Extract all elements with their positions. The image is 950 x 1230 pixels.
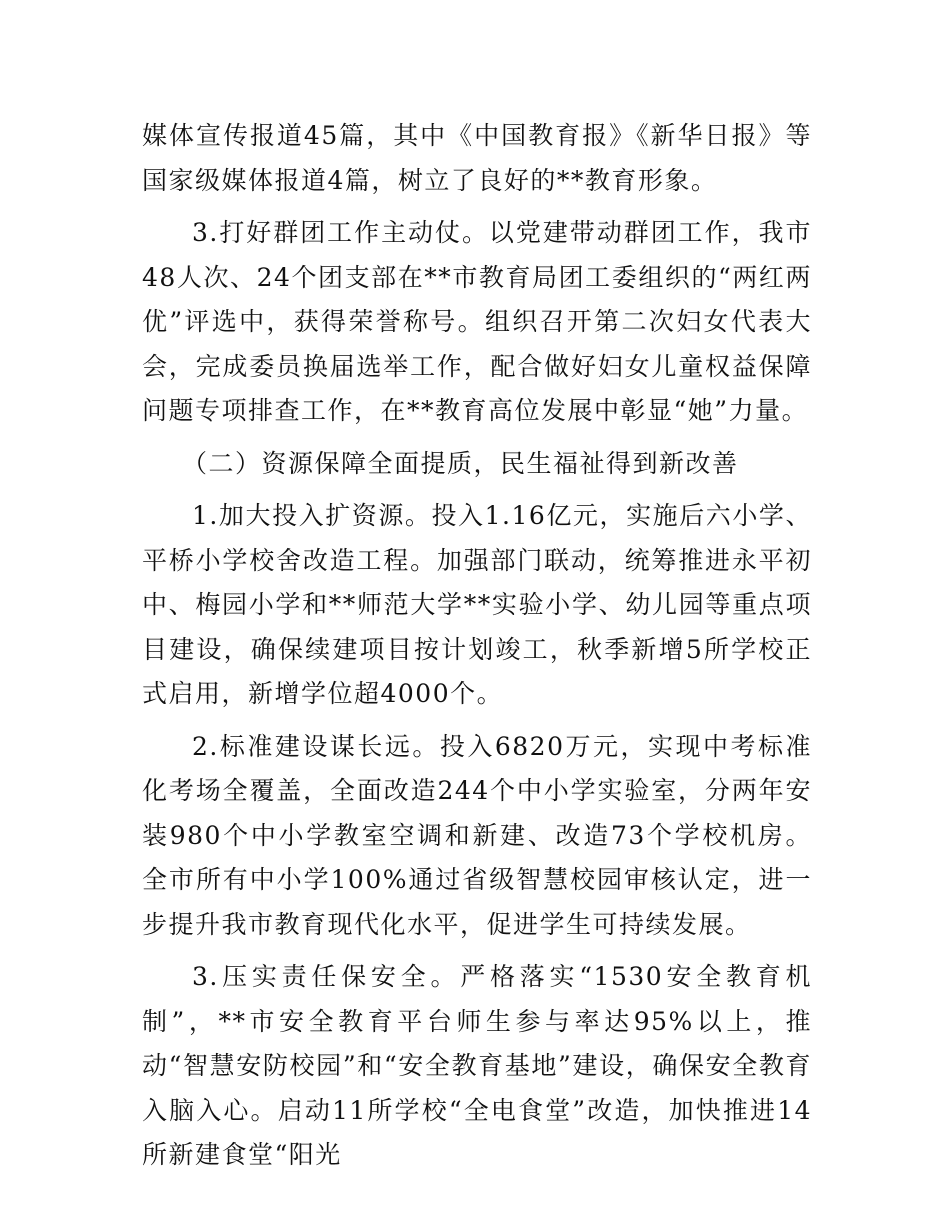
paragraph-mass-organizations: 3.打好群团工作主动仗。以党建带动群团工作，我市48人次、24个团支部在**市教育局团工委组织的“两红两优”评选中，获得荣誉称号。组织召开第二次妇女代表大会，完成委员换届选举工作，配合做好妇女儿童权益保障问题专项排查工作，在**教育高位发展中彰显“她”力量。 bbox=[142, 218, 812, 425]
paragraph-expand-resources: 1.加大投入扩资源。投入1.16亿元，实施后六小学、平桥小学校舍改造工程。加强部门联动，统筹推进永平初中、梅园小学和**师范大学**实验小学、幼儿园等重点项目建设，确保续建项目按计划竣工，秋季新增5所学校正式启用，新增学位超4000个。 bbox=[142, 501, 812, 708]
section-heading-resource-guarantee: （二）资源保障全面提质，民生福祉得到新改善 bbox=[182, 448, 739, 478]
paragraph-safety-responsibility: 3.压实责任保安全。严格落实“1530安全教育机制”，**市安全教育平台师生参与率达95%以上，推动“智慧安防校园”和“安全教育基地”建设，确保安全教育入脑入心。启动11所学校“全电食堂”改造，加快推进14所新建食堂“阳光 bbox=[142, 962, 812, 1169]
paragraph-media-coverage: 媒体宣传报道45篇，其中《中国教育报》《新华日报》等国家级媒体报道4篇，树立了良好的**教育形象。 bbox=[142, 121, 812, 195]
paragraph-standard-construction: 2.标准建设谋长远。投入6820万元，实现中考标准化考场全覆盖，全面改造244个中小学实验室，分两年安装980个中小学教室空调和新建、改造73个学校机房。全市所有中小学100%通过省级智慧校园审核认定，进一步提升我市教育现代化水平，促进学生可持续发展。 bbox=[142, 731, 812, 939]
document-body bbox=[142, 114, 812, 1186]
